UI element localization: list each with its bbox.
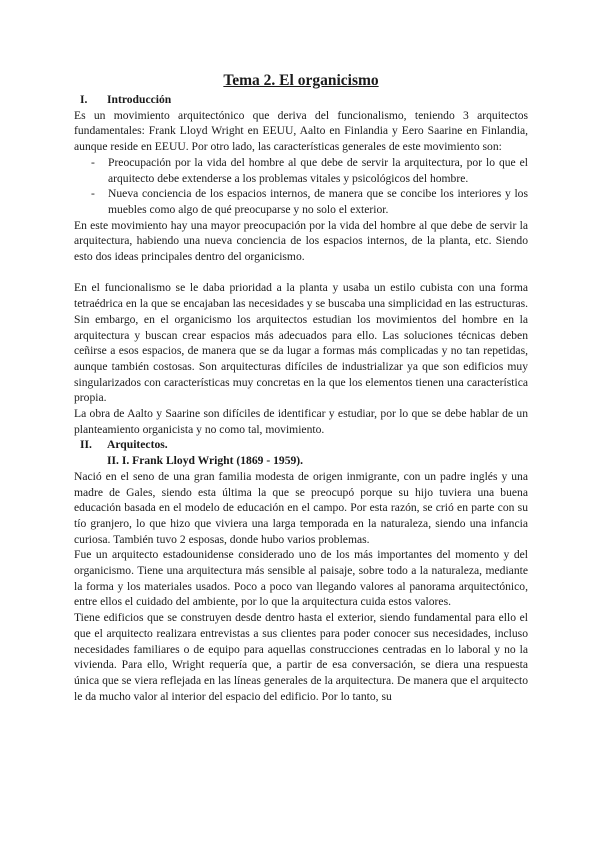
list-item-text: Preocupación por la vida del hombre al que debe de servir la arquitectura, por lo que el arquitecto debe extenderse a los problemas vitales y psicológicos del hombre.	[108, 155, 528, 185]
list-item	[91, 186, 528, 217]
bullet-dash: -	[91, 155, 95, 169]
section-number: I.	[80, 93, 88, 106]
paragraph: Nació en el seno de una gran familia modesta de origen inmigrante, con un padre inglés y una madre de Gales, siendo esta última la que se preocupó porque su hijo tuviera una buena educación basada en el modelo de educación en el campo. Por esta razón, se crió en parte con su tío granjero, lo que hizo que viviera una larga temporada en la naturaleza, siendo una infancia curiosa. También tuvo 2 esposas, donde hubo varios problemas.	[74, 469, 528, 546]
paragraph: Tiene edificios que se construyen desde dentro hasta el exterior, siendo fundamental para ello el que el arquitecto realizara entrevistas a sus clientes para poder conocer sus necesidades, incluso necesidades familiares o de equipo para aquellas construcciones centradas en lo laboral y no la vivienda. Para ello, Wright requería que, a partir de esa conversación, se diera una respuesta única que se viera reflejada en las líneas generales de la arquitectura. De manera que el arquitecto le da mucho valor al interior del espacio del edificio. Por lo tanto, su	[74, 611, 528, 703]
paragraph: Fue un arquitecto estadounidense considerado uno de los más importantes del momento y del organicismo. Tiene una arquitectura más sensible al paisaje, sobre todo a la naturaleza, mediante la forma y los materiales usados. Poco a poco van llegando valores al panorama arquitectónico, entre ellos el cuidado del ambiente, por lo que la arquitectura cuida estos valores.	[74, 548, 528, 609]
list-item	[91, 155, 528, 186]
paragraph: Es un movimiento arquitectónico que deriva del funcionalismo, teniendo 3 arquitectos fundamentales: Frank Lloyd Wright en EEUU, Aalto en Finlandia y Eero Saarine en Finlandia, aunque reside en EEUU. Por otro lado, las características generales de este movimiento son:	[74, 108, 528, 154]
bullet-dash: -	[91, 187, 95, 201]
subsection-heading: II. I. Frank Lloyd Wright (1869 - 1959).	[107, 454, 304, 468]
document-page	[74, 72, 528, 704]
paragraph: En el funcionalismo se le daba prioridad a la planta y usaba un estilo cubista con una forma tetraédrica en la que se encajaban las necesidades y se buscaba una simplicidad en las estructuras. Sin embargo, en el organicismo los arquitectos estudian los movimientos del hombre en la arquitectura y buscan crear espacios más adecuados para ello. Las soluciones técnicas deben ceñirse a esos espacios, de manera que se da lugar a formas más complicadas y no tan repetidas, aunque también costosas. Son arquitecturas difíciles de industrializar ya que son edificios muy singularizados con características muy concretas en la que los elementos tienen una característica propia.	[74, 281, 528, 405]
section-title: Introducción	[107, 93, 172, 106]
section-title: Arquitectos.	[107, 438, 168, 452]
list-item-text: Nueva conciencia de los espacios internos, de manera que se concibe los interiores y los muebles como algo de qué preocuparse y no solo el exterior.	[108, 187, 528, 216]
bullet-list	[74, 155, 528, 218]
section-heading-arquitectos	[74, 437, 528, 453]
paragraph-gap	[74, 265, 528, 281]
page-title: Tema 2. El organicismo	[223, 72, 379, 89]
paragraph: En este movimiento hay una mayor preocupación por la vida del hombre al que debe de servir la arquitectura, habiendo una nueva conciencia de los espacios internos, de la planta, etc. Siendo esto dos ideas principales dentro del organicismo.	[74, 218, 528, 264]
section-heading-introduccion	[74, 92, 528, 108]
section-number: II.	[80, 438, 92, 452]
paragraph: La obra de Aalto y Saarine son difíciles de identificar y estudiar, por lo que se debe hablar de un planteamiento organicista y no como tal, movimiento.	[74, 407, 528, 436]
